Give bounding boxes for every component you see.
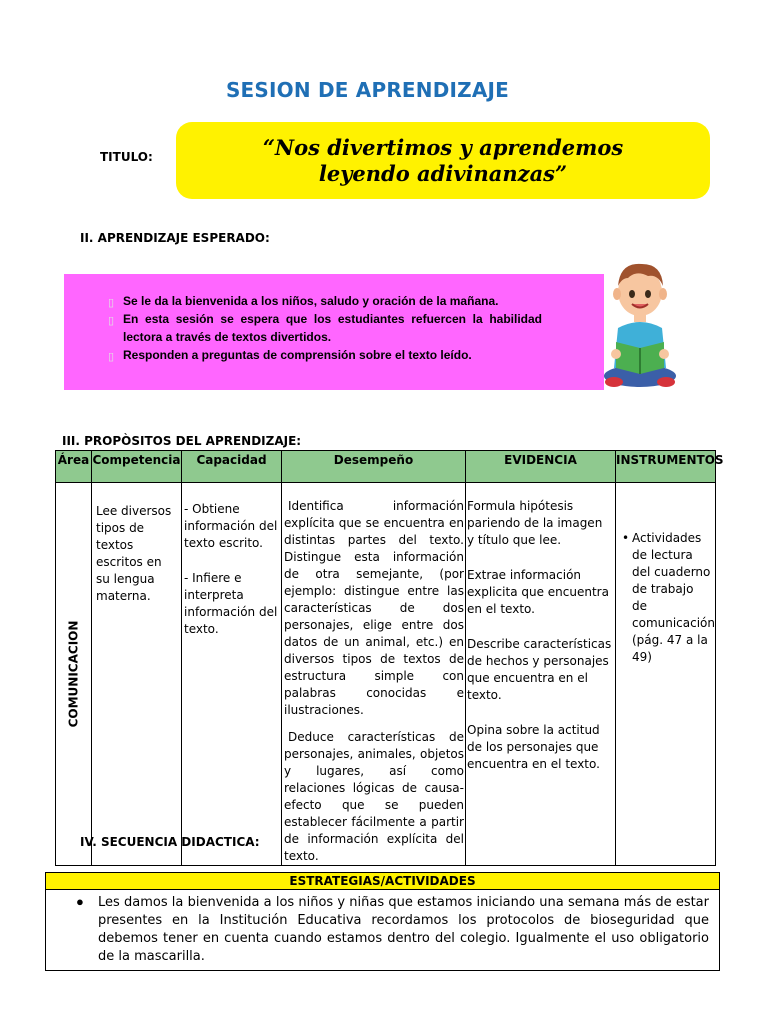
instrumento-item: • Actividades de lectura del cuaderno de trabajo de comunicación (pág. 47 a la 49) bbox=[622, 530, 711, 666]
bullet-icon: ▯ bbox=[108, 297, 115, 309]
table-header-row bbox=[56, 451, 716, 483]
didactic-sequence-table bbox=[45, 872, 720, 971]
header-competencia: Competencia bbox=[92, 451, 182, 483]
capacidad-cell bbox=[182, 483, 282, 866]
strategy-text: Les damos la bienvenida a los niños y niñas que estamos iniciando una semana más de estar presentes en la Institución Educativa recordamos los protocolos de bioseguridad que debemos tener en cuenta cuando estamos dentro del colegio. Igualmente el uso obligatorio de la mascarilla. bbox=[98, 895, 709, 964]
title-label: TITULO: bbox=[100, 150, 153, 164]
expected-learning-list bbox=[108, 292, 542, 364]
evidencia-item: Opina sobre la actitud de los personajes que encuentra en el texto. bbox=[467, 723, 600, 771]
header-desempeno: Desempeño bbox=[282, 451, 466, 483]
desempeno-cell bbox=[282, 483, 466, 866]
header-evidencia: EVIDENCIA bbox=[466, 451, 616, 483]
bullet-icon: ▯ bbox=[108, 351, 115, 363]
strategies-body bbox=[46, 890, 719, 970]
section-4-heading: IV. SECUENCIA DIDACTICA: bbox=[80, 835, 260, 849]
desempeno-item: Identifica información explícita que se encuentra en distintas partes del texto. Distingue esta información de otra semejante, (por ejemplo: distingue entre las características de dos personajes, elige entre dos datos de un animal, etc.) en diversos tipos de textos de estructura simple con palabras conocidas e ilustraciones. bbox=[284, 499, 464, 717]
list-item: ▯ Se le da la bienvenida a los niños, saludo y oración de la mañana. bbox=[108, 292, 542, 310]
competencia-cell: Lee diversos tipos de textos escritos en su lengua materna. bbox=[92, 483, 182, 866]
bullet-icon: ● bbox=[76, 894, 84, 909]
evidencia-item: Formula hipótesis pariendo de la imagen y título que lee. bbox=[467, 499, 603, 547]
document-title: SESION DE APRENDIZAJE bbox=[225, 78, 510, 102]
section-2-heading: II. APRENDIZAJE ESPERADO: bbox=[80, 231, 270, 245]
header-instrumentos: INSTRUMENTOS bbox=[616, 451, 716, 483]
capacidad-item: - Obtiene información del texto escrito. bbox=[184, 502, 278, 550]
session-title-box bbox=[176, 122, 710, 199]
evidencia-item: Extrae información explicita que encuentra en el texto. bbox=[467, 568, 609, 616]
table-row bbox=[56, 483, 716, 866]
area-name: COMUNICACION bbox=[66, 620, 80, 728]
section-3-heading: III. PROPÒSITOS DEL APRENDIZAJE: bbox=[62, 434, 302, 448]
list-item: ▯ Responden a preguntas de comprensión sobre el texto leído. bbox=[108, 346, 542, 364]
header-capacidad: Capacidad bbox=[182, 451, 282, 483]
session-title: “Nos divertimos y aprendemos leyendo adivinanzas” bbox=[262, 134, 624, 186]
strategies-header: ESTRATEGIAS/ACTIVIDADES bbox=[46, 873, 719, 890]
evidencia-item: Describe características de hechos y personajes que encuentra en el texto. bbox=[467, 637, 612, 702]
desempeno-item: Deduce características de personajes, animales, objetos y lugares, así como relaciones lógicas de causa-efecto que se pueden establecer fácilmente a partir de información explícita del texto. bbox=[284, 730, 464, 863]
bullet-icon: ▯ bbox=[108, 315, 115, 327]
learning-purposes-table bbox=[55, 450, 724, 866]
list-item: ▯ En esta sesión se espera que los estudiantes refuercen la habilidad lectora a través de textos divertidos. bbox=[108, 312, 542, 344]
instrumentos-cell bbox=[616, 483, 716, 866]
evidencia-cell bbox=[466, 483, 616, 866]
header-area: Área bbox=[56, 451, 92, 483]
capacidad-item: - Infiere e interpreta información del texto. bbox=[184, 571, 278, 636]
reading-boy-illustration bbox=[600, 256, 680, 392]
area-cell bbox=[56, 483, 92, 866]
